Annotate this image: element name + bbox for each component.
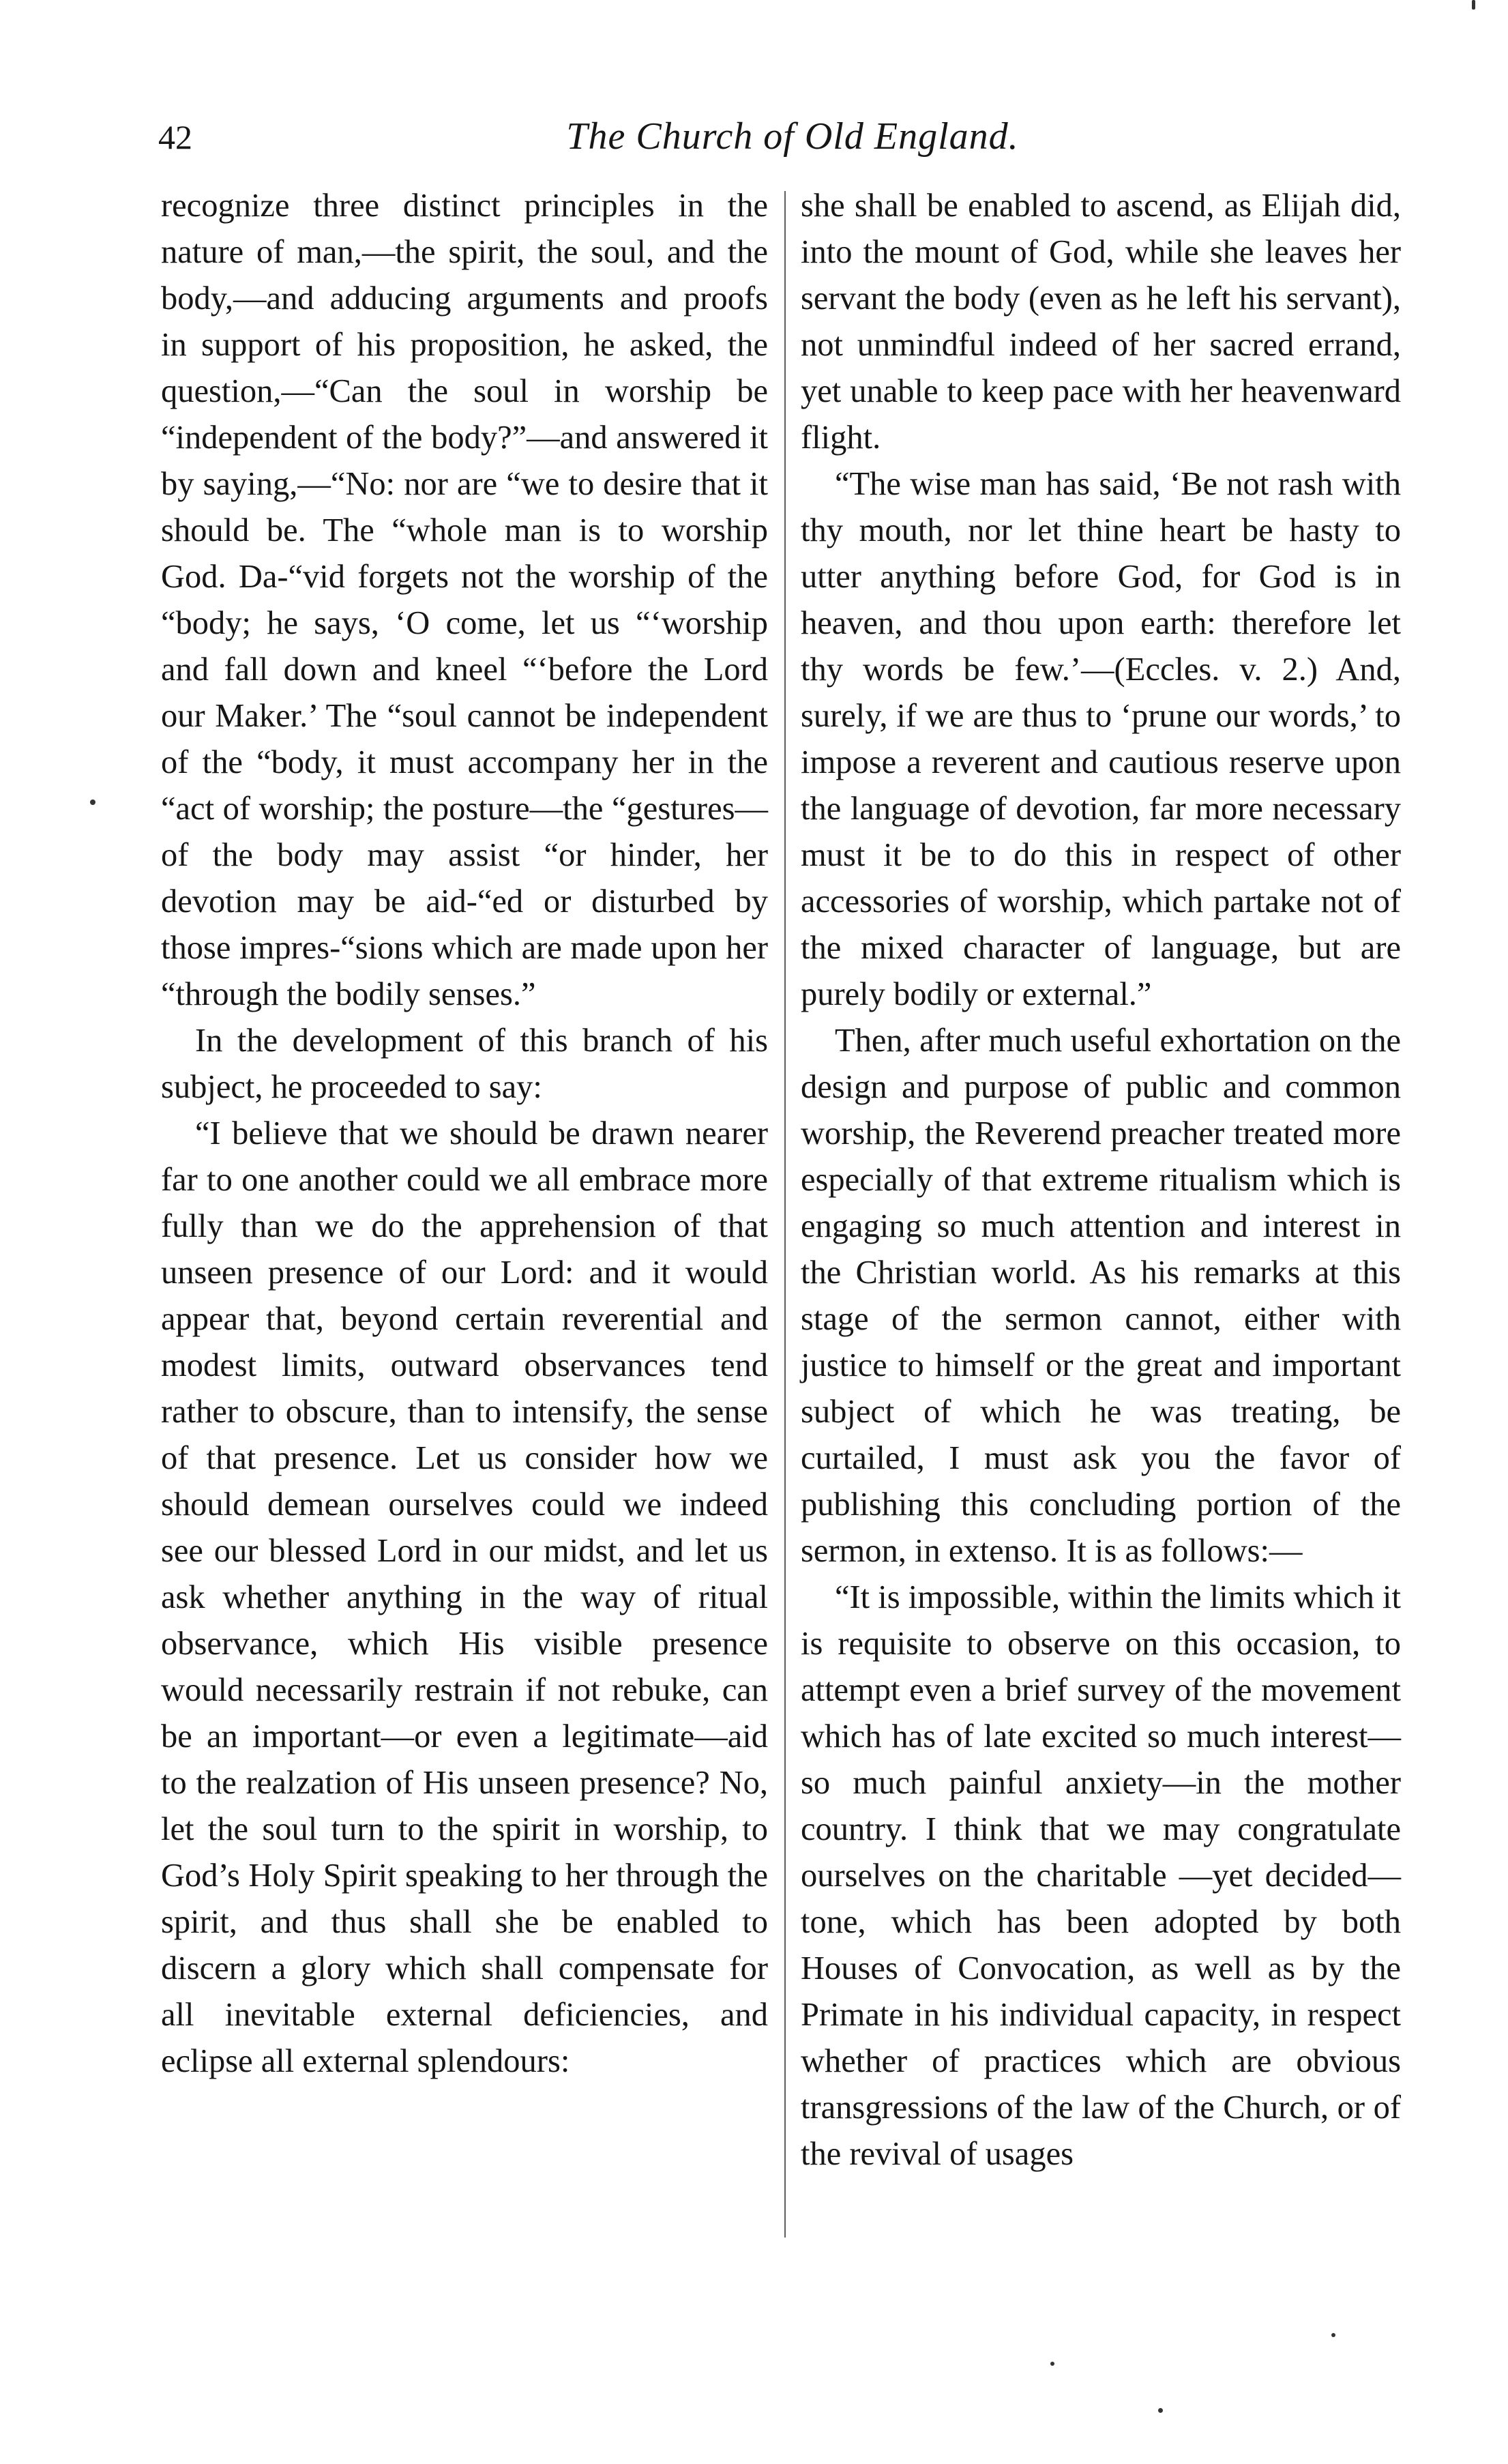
ink-speck [1472, 0, 1475, 10]
ink-speck [1331, 2333, 1335, 2337]
left-paragraph-2: In the development of this branch of his subject, he proceeded to say: [161, 1023, 768, 1105]
left-paragraph-3: “I believe that we should be drawn nearer far to one another could we all embrace more fully than we do the apprehension of that unseen presence of our Lord: and it would appear that, beyond certain reverential and modest limits, outward observances tend rather to obscure, than to intensify, the sense of that presence. Let us consider how we should demean ourselves could we indeed see our blessed Lord in our midst, and let us ask whether anything in the way of ritual observance, which His visible presence would necessarily restrain if not rebuke, can be an important—or even a legitimate—aid to the realzation of His unseen presence? No, let the soul turn to the spirit in worship, to God’s Holy Spirit speaking to her through the spirit, and thus shall she be enabled to discern a glory which shall compensate for all inevitable external deficiencies, and eclipse all external splendours: [161, 1115, 768, 2079]
right-paragraph-3: Then, after much useful exhortation on the design and purpose of public and common worship, the Reverend preacher treated more especially of that extreme ritualism which is engaging so much attention and interest in the Christian world. As his remarks at this stage of the sermon cannot, either with justice to himself or the great and important subject of which he was treating, be curtailed, I must ask you the favor of publishing this concluding portion of the sermon, in extenso. It is as follows:— [801, 1023, 1401, 1569]
ink-speck [90, 800, 95, 805]
ink-speck [1158, 2408, 1163, 2413]
page-header [158, 115, 1427, 169]
column-divider-rule [784, 191, 786, 2238]
right-column [801, 183, 1401, 2229]
page-number: 42 [158, 118, 192, 156]
right-paragraph-4: “It is impossible, within the limits which it is requisite to observe on this occasion, to attempt even a brief survey of the movement which has of late excited so much interest—so much painful anxiety—in the mother country. I think that we may congratulate ourselves on the charitable —yet decided—tone, which has been adopted by both Houses of Convocation, as well as by the Primate in his individual capacity, in respect whether of practices which are obvious transgressions of the law of the Church, or of the revival of usages [801, 1579, 1401, 2172]
ink-speck [1050, 2362, 1054, 2366]
left-paragraph-1: recognize three distinct principles in the nature of man,—the spirit, the soul, and the body,—and adducing arguments and proofs in support of his proposition, he asked, the question,—“Can the soul in worship be “independent of the body?”—and answered it by saying,—“No: nor are “we to desire that it should be. The “whole man is to worship God. Da-“vid forgets not the worship of the “body; he says, ‘O come, let us “‘worship and fall down and kneel “‘before the Lord our Maker.’ The “soul cannot be independent of the “body, it must accompany her in the “act of worship; the posture—the “gestures—of the body may assist “or hinder, her devotion may be aid-“ed or disturbed by those impres-“sions which are made upon her “through the bodily senses.” [161, 188, 768, 1012]
right-paragraph-2: “The wise man has said, ‘Be not rash with thy mouth, nor let thine heart be hasty to utter anything before God, for God is in heaven, and thou upon earth: therefore let thy words be few.’—(Eccles. v. 2.) And, surely, if we are thus to ‘prune our words,’ to impose a reverent and cautious reserve upon the language of devotion, far more necessary must it be to do this in respect of other accessories of worship, which partake not of the mixed character of language, but are purely bodily or external.” [801, 466, 1401, 1012]
left-column [161, 183, 768, 2229]
running-title: The Church of Old England. [566, 115, 1019, 158]
right-paragraph-1: she shall be enabled to ascend, as Elijah did, into the mount of God, while she leaves her servant the body (even as he left his servant), not unmindful indeed of her sacred errand, yet unable to keep pace with her heavenward flight. [801, 188, 1401, 456]
